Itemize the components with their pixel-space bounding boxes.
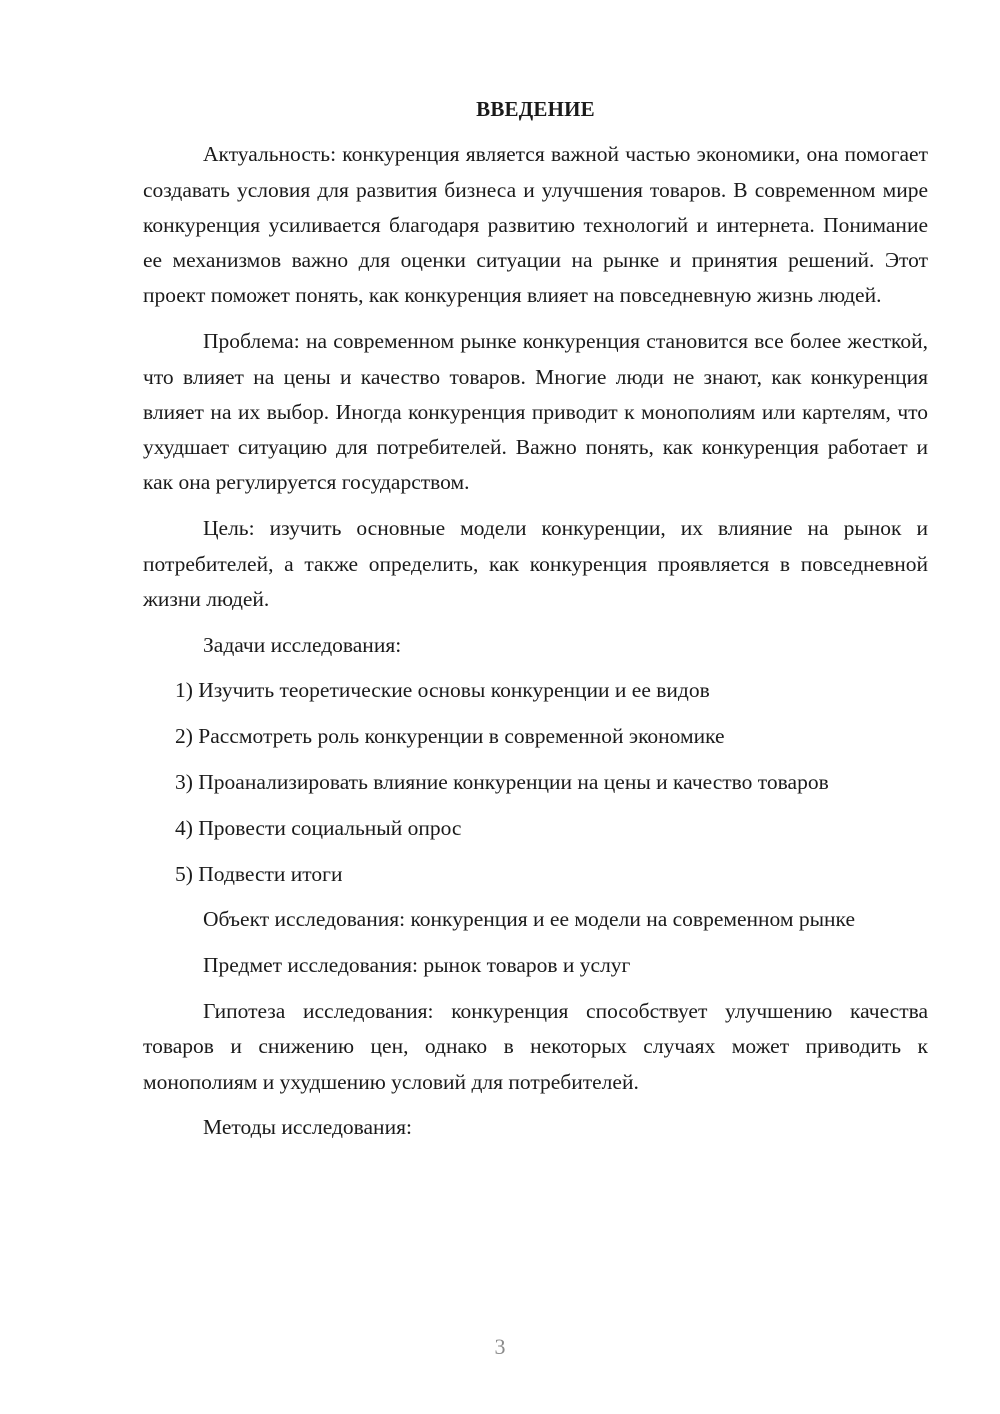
list-item: 2) Рассмотреть роль конкуренции в современной экономике — [175, 724, 725, 749]
list-item: 5) Подвести итоги — [175, 861, 343, 886]
tasks-list — [143, 673, 928, 891]
page-number: 3 — [494, 1334, 506, 1359]
list-item: 1) Изучить теоретические основы конкуренции и ее видов — [175, 678, 710, 703]
page-title: ВВЕДЕНИЕ — [476, 97, 595, 121]
paragraph-hypothesis: Гипотеза исследования: конкуренция способствует улучшению качества товаров и снижению цен, однако в некоторых случаях может приводить к монополиям и ухудшению условий для потребителей. — [143, 999, 928, 1094]
paragraph-problem: Проблема: на современном рынке конкуренция становится все более жесткой, что влияет на цены и качество товаров. Многие люди не знают, как конкуренция влияет на их выбор. Иногда конкуренция приводит к монополиям или картелям, что ухудшает ситуацию для потребителей. Важно понять, как конкуренция работает и как она регулируется государством. — [143, 329, 928, 495]
list-item: 4) Провести социальный опрос — [175, 815, 462, 840]
paragraph-goal: Цель: изучить основные модели конкуренции, их влияние на рынок и потребителей, а также определить, как конкуренция проявляется в повседневной жизни людей. — [143, 516, 928, 611]
paragraph-object: Объект исследования: конкуренция и ее модели на современном рынке — [203, 907, 855, 932]
paragraph-subject: Предмет исследования: рынок товаров и услуг — [203, 953, 631, 978]
paragraph-relevance: Актуальность: конкуренция является важной частью экономики, она помогает создавать условия для развития бизнеса и улучшения товаров. В современном мире конкуренция усиливается благодаря развитию технологий и интернета. Понимание ее механизмов важно для оценки ситуации на рынке и принятия решений. Этот проект поможет понять, как конкуренция влияет на повседневную жизнь людей. — [143, 142, 928, 308]
tasks-heading: Задачи исследования: — [203, 632, 402, 657]
list-item: 3) Проанализировать влияние конкуренции на цены и качество товаров — [175, 770, 829, 795]
methods-heading: Методы исследования: — [203, 1115, 412, 1140]
document-page — [143, 92, 928, 1156]
